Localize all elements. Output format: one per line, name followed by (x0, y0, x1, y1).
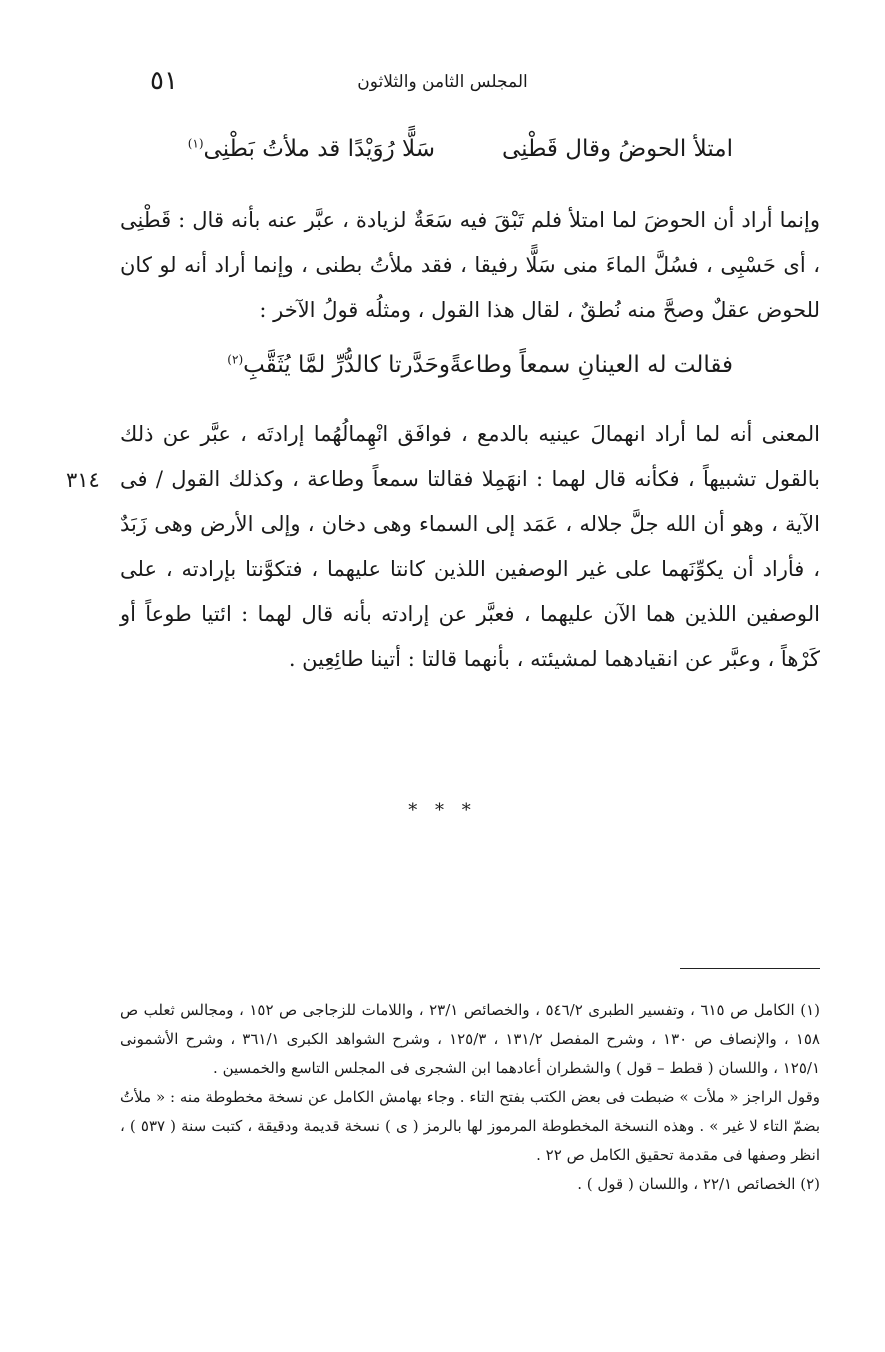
verse-2-second-hemistich (227, 352, 450, 378)
footnote-2: (٢) الخصائص ٢٢/١ ، واللسان ( قول ) . (577, 1175, 820, 1193)
verse-2 (0, 352, 885, 392)
running-title: المجلس الثامن والثلاثون (357, 72, 528, 92)
verse-1-second-hemistich-text: سَلًّا رُوَيْدًا قد ملأتُ بَطْنِى (203, 136, 435, 162)
page-number: ٥١ (150, 66, 178, 96)
footnote-ref-2: (٢) (227, 352, 244, 367)
footnote-1-continuation: وقول الراجز « ملأت » ضبطت فى بعض الكتب بفتح التاء . وجاء بهامش الكامل عن نسخة مخطوطة منه : « ملأتُ بضمّ التاء لا غير » . وهذه النسخة المخطوطة المرموز لها بالرمز ( ى ) نسخة قديمة ودقيقة ، كتبت سنة ( ٥٣٧ ) ، انظر وصفها فى مقدمة تحقيق الكامل ص ٢٢ . (120, 1088, 821, 1164)
paragraph-2-text: المعنى أنه لما أراد انهمالَ عينيه بالدمع ، فوافَق انْهِمالُهُما إرادتَه ، عبَّر عن ذلك بالقول تشبيهاً ، فكأنه قال لهما : انهَمِلا فقالتا سمعاً وطاعة ، وكذلك القول / فى الآية ، وهو أن الله جلَّ جلاله ، عَمَد إلى السماء وهى دخان ، وإلى الأرض وهى زَبَدٌ ، فأراد أن يكوِّنَهما على غير الوصفين اللذين كانتا عليهما ، فتكوَّنتا بإرادته ، على الوصفين اللذين هما الآن عليهما ، فعبَّر عن إرادته بأنه قال لهما : ائتيا طوعاً أو كَرْهاً ، وعبَّر عن انقيادهما لمشيئته ، بأنهما قالتا : أتينا طائِعِين . (120, 422, 820, 671)
verse-1-second-hemistich (188, 136, 435, 162)
footnotes (120, 996, 820, 1199)
margin-page-number: ٣١٤ (66, 468, 100, 492)
section-break-asterisks: * * * (408, 800, 477, 821)
paragraph-2 (120, 412, 820, 682)
paragraph-1 (120, 198, 820, 333)
footnote-ref-1: (١) (187, 136, 204, 151)
paragraph-1-text: وإنما أراد أن الحوضَ لما امتلأ فلم تَبْقَ فيه سَعَةٌ لزيادة ، عبَّر عنه بأنه قال : قَطْنِى ، أى حَسْبِى ، فسُلَّ الماءَ منى سَلًّا رفيقا ، فقد ملأتُ بطنى ، وإنما أراد أنه لو كان للحوض عقلٌ وصحَّ منه نُطقٌ ، لقال هذا القول ، ومثلُه قولُ الآخر : (120, 208, 820, 322)
verse-1-first-hemistich: امتلأ الحوضُ وقال قَطْنِى (501, 136, 733, 162)
verse-1 (0, 136, 885, 176)
verse-2-second-hemistich-text: وحَدَّرتا كالدُّرِّ لمَّا يُثَقَّبِ (243, 352, 450, 378)
verse-2-first-hemistich: فقالت له العينانِ سمعاً وطاعةً (449, 352, 733, 378)
footnote-divider (680, 968, 820, 969)
running-head (0, 66, 885, 100)
footnote-1: (١) الكامل ص ٦١٥ ، وتفسير الطبرى ٥٤٦/٢ ، والخصائص ٢٣/١ ، واللامات للزجاجى ص ١٥٢ ، ومجالس ثعلب ص ١٥٨ ، والإنصاف ص ١٣٠ ، وشرح المفصل ١٣١/٢ ، ١٢٥/٣ ، وشرح الشواهد الكبرى ٣٦١/١ ، وشرح الأشمونى ١٢٥/١ ، واللسان ( قطط – قول ) والشطران أعادهما ابن الشجرى فى المجلس التاسع والخمسين . (120, 1001, 820, 1077)
